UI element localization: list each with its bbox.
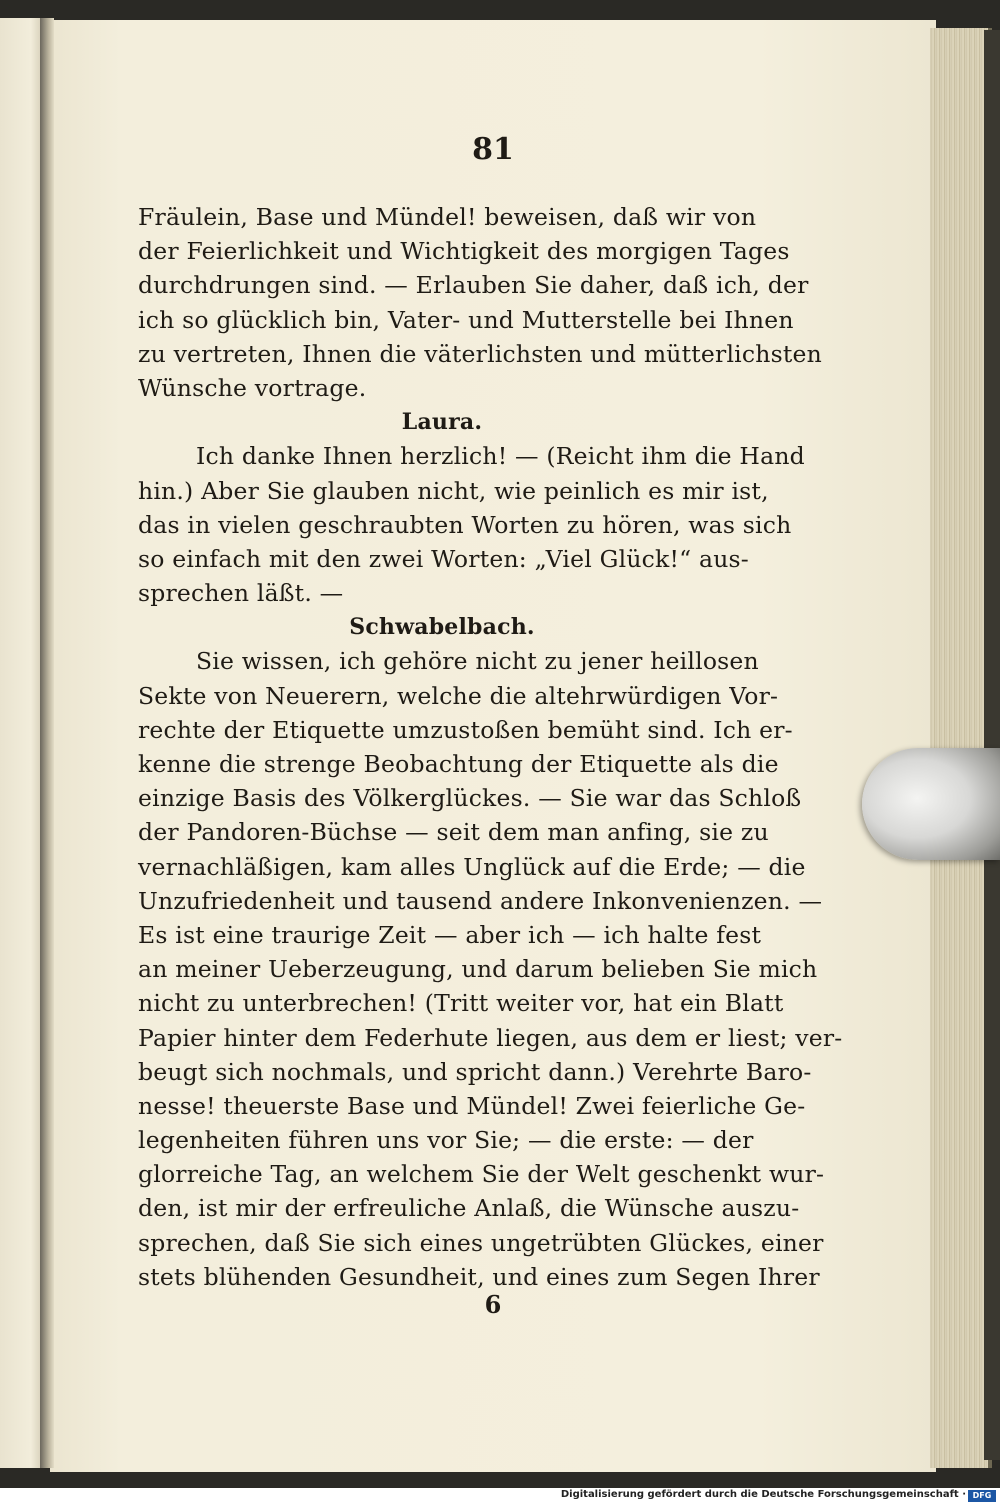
text-line: einzige Basis des Völkerglückes. — Sie war das Schloß — [138, 784, 802, 813]
signature-mark: 6 — [484, 1290, 502, 1319]
speaker-heading: Schwabelbach. — [349, 614, 535, 641]
text-block — [138, 200, 843, 1294]
text-line: hin.) Aber Sie glauben nicht, wie peinlich es mir ist, — [138, 476, 769, 505]
text-line: glorreiche Tag, an welchem Sie der Welt geschenkt wur- — [138, 1160, 825, 1189]
text-line: Wünsche vortrage. — [138, 373, 367, 402]
text-line: Sekte von Neuerern, welche die altehrwürdigen Vor- — [138, 681, 779, 710]
dfg-logo-icon: DFG — [968, 1490, 996, 1502]
text-line: den, ist mir der erfreuliche Anlaß, die Wünsche auszu- — [138, 1194, 800, 1223]
text-line: der Pandoren-Büchse — seit dem man anfing, sie zu — [138, 818, 769, 847]
book-page — [50, 20, 936, 1472]
left-page-edge — [0, 18, 44, 1468]
footer-credit: Digitalisierung gefördert durch die Deutsche Forschungsgemeinschaft · — [560, 1489, 966, 1500]
text-line: vernachläßigen, kam alles Unglück auf die Erde; — die — [138, 852, 806, 881]
speaker-heading: Laura. — [401, 409, 483, 436]
text-line: zu vertreten, Ihnen die väterlichsten und mütterlichsten — [138, 339, 822, 368]
text-line: Unzufriedenheit und tausend andere Inkonvenienzen. — — [138, 886, 823, 915]
page-number: 81 — [472, 132, 514, 167]
text-line: nesse! theuerste Base und Mündel! Zwei feierliche Ge- — [138, 1091, 806, 1120]
book-binding — [984, 30, 1000, 1460]
text-line: Papier hinter dem Federhute liegen, aus dem er liest; ver- — [138, 1023, 843, 1052]
text-line: legenheiten führen uns vor Sie; — die erste: — der — [138, 1126, 754, 1155]
text-line: so einfach mit den zwei Worten: „Viel Glück!“ aus- — [138, 544, 749, 573]
page-clip — [862, 748, 1000, 860]
text-line: kenne die strenge Beobachtung der Etiquette als die — [138, 750, 779, 778]
text-line: stets blühenden Gesundheit, und eines zum Segen Ihrer — [138, 1262, 820, 1291]
text-line: durchdrungen sind. — Erlauben Sie daher, daß ich, der — [138, 271, 809, 300]
text-line: rechte der Etiquette umzustoßen bemüht sind. Ich er- — [138, 715, 793, 744]
text-line: Es ist eine traurige Zeit — aber ich — ich halte fest — [138, 920, 762, 949]
text-line: ich so glücklich bin, Vater- und Mutterstelle bei Ihnen — [138, 305, 794, 334]
text-line: Fräulein, Base und Mündel! beweisen, daß wir von — [138, 203, 757, 231]
text-line: der Feierlichkeit und Wichtigkeit des morgigen Tages — [138, 237, 790, 266]
text-line: Sie wissen, ich gehöre nicht zu jener heillosen — [196, 647, 759, 676]
footer-bar — [0, 1488, 1000, 1504]
text-line: beugt sich nochmals, und spricht dann.) Verehrte Baro- — [138, 1057, 812, 1086]
text-line: sprechen, daß Sie sich eines ungetrübten Glückes, einer — [138, 1228, 824, 1257]
book-gutter — [40, 18, 54, 1468]
text-line: an meiner Ueberzeugung, und darum belieben Sie mich — [138, 955, 818, 984]
text-line: nicht zu unterbrechen! (Tritt weiter vor, hat ein Blatt — [138, 989, 784, 1018]
text-line: Ich danke Ihnen herzlich! — (Reicht ihm die Hand — [196, 442, 805, 471]
text-line: sprechen läßt. — — [138, 579, 344, 608]
text-line: das in vielen geschraubten Worten zu hören, was sich — [138, 510, 792, 539]
